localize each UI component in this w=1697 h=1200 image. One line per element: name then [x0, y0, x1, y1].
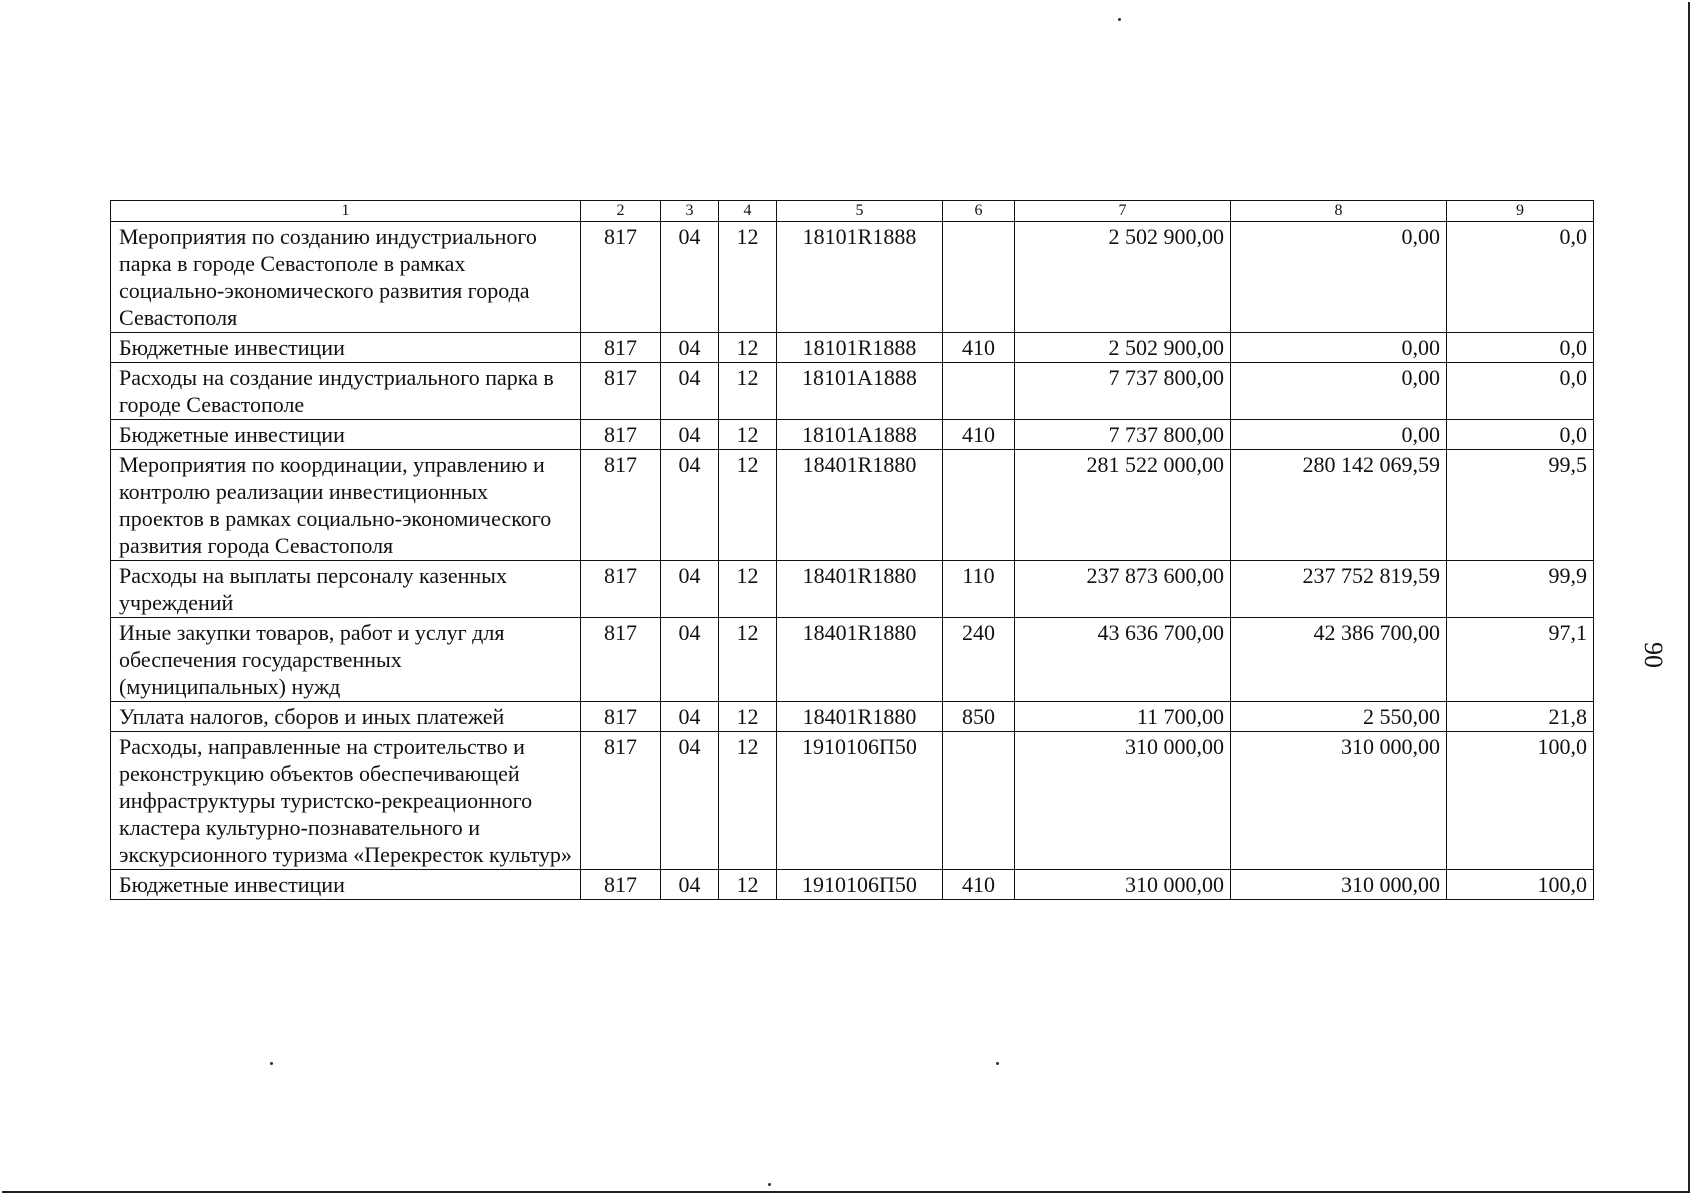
csr-code: 18101A1888 [777, 420, 943, 450]
csr-code: 1910106П50 [777, 870, 943, 900]
scan-speck [768, 1183, 771, 1186]
table-row [111, 870, 1594, 900]
pr-code: 12 [719, 870, 777, 900]
table-row [111, 618, 1594, 702]
gr-code: 817 [581, 561, 661, 618]
csr-code: 18401R1880 [777, 450, 943, 561]
fact-amount: 0,00 [1231, 363, 1447, 420]
plan-amount: 2 502 900,00 [1015, 222, 1231, 333]
gr-code: 817 [581, 450, 661, 561]
vr-code: 410 [943, 420, 1015, 450]
plan-amount: 11 700,00 [1015, 702, 1231, 732]
scan-speck [996, 1062, 999, 1065]
pr-code: 12 [719, 732, 777, 870]
pr-code: 12 [719, 702, 777, 732]
csr-code: 18101R1888 [777, 333, 943, 363]
rz-code: 04 [661, 222, 719, 333]
expense-name: Мероприятия по созданию индустриального парка в городе Севастополе в рамках социально-экономического развития города Севастополя [111, 222, 581, 333]
column-number: 7 [1015, 201, 1231, 222]
table-row [111, 333, 1594, 363]
percent: 100,0 [1447, 732, 1594, 870]
column-number: 3 [661, 201, 719, 222]
plan-amount: 310 000,00 [1015, 732, 1231, 870]
expense-name: Бюджетные инвестиции [111, 420, 581, 450]
table-row [111, 363, 1594, 420]
scan-speck [270, 1062, 273, 1065]
vr-code: 410 [943, 333, 1015, 363]
fact-amount: 2 550,00 [1231, 702, 1447, 732]
percent: 99,5 [1447, 450, 1594, 561]
plan-amount: 281 522 000,00 [1015, 450, 1231, 561]
rz-code: 04 [661, 333, 719, 363]
expense-name: Иные закупки товаров, работ и услуг для обеспечения государственных (муниципальных) нужд [111, 618, 581, 702]
column-number: 4 [719, 201, 777, 222]
expense-name: Уплата налогов, сборов и иных платежей [111, 702, 581, 732]
gr-code: 817 [581, 732, 661, 870]
fact-amount: 0,00 [1231, 420, 1447, 450]
fact-amount: 0,00 [1231, 333, 1447, 363]
expense-name: Бюджетные инвестиции [111, 870, 581, 900]
percent: 99,9 [1447, 561, 1594, 618]
percent: 0,0 [1447, 222, 1594, 333]
vr-code [943, 222, 1015, 333]
vr-code: 240 [943, 618, 1015, 702]
plan-amount: 7 737 800,00 [1015, 420, 1231, 450]
vr-code [943, 732, 1015, 870]
page-number: 90 [1639, 642, 1668, 668]
percent: 0,0 [1447, 363, 1594, 420]
fact-amount: 42 386 700,00 [1231, 618, 1447, 702]
plan-amount: 43 636 700,00 [1015, 618, 1231, 702]
column-number-row [111, 201, 1594, 222]
rz-code: 04 [661, 702, 719, 732]
expense-name: Расходы, направленные на строительство и реконструкцию объектов обеспечивающей инфраструктуры туристско-рекреационного кластера культурно-познавательного и экскурсионного туризма «Перекресток культур» [111, 732, 581, 870]
column-number: 2 [581, 201, 661, 222]
fact-amount: 237 752 819,59 [1231, 561, 1447, 618]
expense-name: Мероприятия по координации, управлению и контролю реализации инвестиционных проектов в рамках социально-экономического развития города Севастополя [111, 450, 581, 561]
pr-code: 12 [719, 222, 777, 333]
column-number: 5 [777, 201, 943, 222]
fact-amount: 310 000,00 [1231, 732, 1447, 870]
column-number: 1 [111, 201, 581, 222]
table-row [111, 450, 1594, 561]
vr-code: 410 [943, 870, 1015, 900]
table-row [111, 702, 1594, 732]
table-row [111, 222, 1594, 333]
expense-name: Расходы на выплаты персоналу казенных учреждений [111, 561, 581, 618]
expense-name: Расходы на создание индустриального парка в городе Севастополе [111, 363, 581, 420]
gr-code: 817 [581, 870, 661, 900]
pr-code: 12 [719, 420, 777, 450]
pr-code: 12 [719, 333, 777, 363]
pr-code: 12 [719, 618, 777, 702]
expense-name: Бюджетные инвестиции [111, 333, 581, 363]
gr-code: 817 [581, 333, 661, 363]
plan-amount: 310 000,00 [1015, 870, 1231, 900]
pr-code: 12 [719, 561, 777, 618]
fact-amount: 310 000,00 [1231, 870, 1447, 900]
rz-code: 04 [661, 450, 719, 561]
csr-code: 1910106П50 [777, 732, 943, 870]
gr-code: 817 [581, 618, 661, 702]
scan-speck [1118, 18, 1121, 21]
table-row [111, 420, 1594, 450]
table-row [111, 732, 1594, 870]
fact-amount: 280 142 069,59 [1231, 450, 1447, 561]
plan-amount: 237 873 600,00 [1015, 561, 1231, 618]
rz-code: 04 [661, 732, 719, 870]
csr-code: 18101A1888 [777, 363, 943, 420]
percent: 97,1 [1447, 618, 1594, 702]
vr-code [943, 363, 1015, 420]
plan-amount: 7 737 800,00 [1015, 363, 1231, 420]
column-number: 9 [1447, 201, 1594, 222]
percent: 21,8 [1447, 702, 1594, 732]
pr-code: 12 [719, 450, 777, 561]
gr-code: 817 [581, 363, 661, 420]
rz-code: 04 [661, 870, 719, 900]
pr-code: 12 [719, 363, 777, 420]
csr-code: 18401R1880 [777, 702, 943, 732]
vr-code [943, 450, 1015, 561]
fact-amount: 0,00 [1231, 222, 1447, 333]
csr-code: 18401R1880 [777, 618, 943, 702]
rz-code: 04 [661, 561, 719, 618]
csr-code: 18401R1880 [777, 561, 943, 618]
column-number: 8 [1231, 201, 1447, 222]
gr-code: 817 [581, 702, 661, 732]
rz-code: 04 [661, 420, 719, 450]
column-number: 6 [943, 201, 1015, 222]
plan-amount: 2 502 900,00 [1015, 333, 1231, 363]
percent: 0,0 [1447, 420, 1594, 450]
table-row [111, 561, 1594, 618]
rz-code: 04 [661, 363, 719, 420]
percent: 100,0 [1447, 870, 1594, 900]
vr-code: 850 [943, 702, 1015, 732]
gr-code: 817 [581, 222, 661, 333]
gr-code: 817 [581, 420, 661, 450]
csr-code: 18101R1888 [777, 222, 943, 333]
rz-code: 04 [661, 618, 719, 702]
vr-code: 110 [943, 561, 1015, 618]
budget-table [110, 200, 1594, 900]
percent: 0,0 [1447, 333, 1594, 363]
